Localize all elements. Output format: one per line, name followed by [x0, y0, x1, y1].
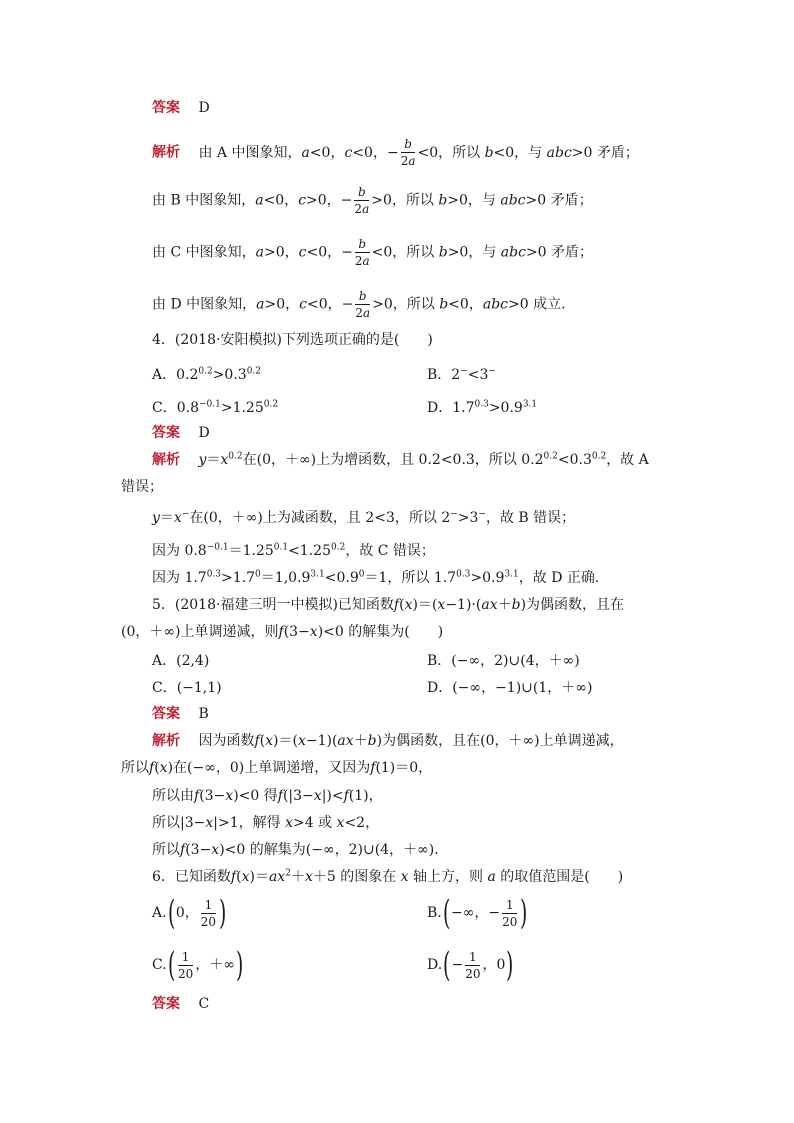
q5-stem-line-1: 5．(2018·福建三明一中模拟)已知函数f(x)＝(x−1)·(ax＋b)为偶函数，且在 [152, 597, 625, 613]
answer-value: D [198, 425, 210, 441]
q6-option-c: C.( $\frac{1}{20}$ ，＋∞) [152, 945, 244, 985]
q5-analysis-line-5: 所以f(3−x)<0 的解集为(−∞，2)∪(4，＋∞). [152, 842, 439, 858]
q5-option-b: B．(−∞，2)∪(4，＋∞) [427, 653, 580, 669]
q4-analysis-line-3: 因为 $0.8^{-0.1}=1.25^{0.1}<1.25^{0.2}$，故 C 错误； [152, 542, 435, 559]
analysis-label: 解析 [152, 452, 180, 468]
q5-option-a: A．(2,4) [152, 653, 210, 669]
q4-analysis-line-2: y＝x−在(0，＋∞)上为减函数，且 2<3，所以 2−>3−，故 B 错误； [152, 509, 576, 526]
q5-option-d: D．(−∞，−1)∪(1，＋∞) [427, 680, 593, 696]
analysis-label: 解析 [152, 144, 180, 161]
q6-option-b: B.(−∞，− $\frac{1}{20}$ ) [427, 893, 528, 933]
q4-analysis-line-4: 因为 $1.7^{0.3}>1.7^0=1,0.9^{3.1}<0.9^0=1$，所以 $1.7^{0.3}>0.9^{3.1}$，故 D 正确. [152, 569, 600, 586]
answer-label: 答案 [152, 706, 180, 722]
q4-option-b: B．2−<3− [427, 366, 496, 383]
q4-option-a: A．$0.2^{0.2}>0.3^{0.2}$ [152, 366, 262, 383]
q3-answer-row [152, 98, 210, 118]
q5-option-c: C．(−1,1) [152, 680, 222, 696]
q5-analysis-line-2: 所以f(x)在(−∞，0)上单调递增，又因为f(1)＝0， [121, 760, 433, 776]
q3-analysis-line-4: 由 D 中图象知，a>0，c<0，− $\frac{b}{2a}$ >0，所以 b<0，abc>0 成立. [152, 289, 566, 320]
q4-analysis-line-1b: 错误； [121, 479, 163, 495]
answer-label: 答案 [152, 100, 180, 116]
q4-answer-row [152, 423, 210, 443]
q3-analysis-line-3: 由 C 中图象知，a>0，c<0，− $\frac{b}{2a}$ <0，所以 b>0，与 abc>0 矛盾； [152, 237, 594, 268]
q6-option-d: D.(− $\frac{1}{20}$ ，0) [427, 945, 514, 985]
q5-analysis-line-1: 解析 因为函数f(x)＝(x−1)(ax＋b)为偶函数，且在(0，＋∞)上单调递减， [152, 733, 624, 749]
q5-stem-line-2: (0，＋∞)上单调递减，则f(3−x)<0 的解集为( ) [121, 624, 444, 640]
q6-answer-row [152, 994, 209, 1014]
answer-label: 答案 [152, 425, 180, 441]
q4-option-c: C．$0.8^{-0.1}>1.25^{0.2}$ [152, 399, 279, 416]
answer-label: 答案 [152, 996, 180, 1012]
q4-analysis-line-1: 解析 $y=x^{0.2}$在(0，＋∞)上为增函数，且 0.2<0.3，所以 $0.2^{0.2}<0.3^{0.2}$，故 A [152, 451, 649, 468]
q3-analysis-line-1: 解析 由 A 中图象知，a<0，c<0，− $\frac{b}{2a}$ <0，所以 b<0，与 abc>0 矛盾； [152, 137, 639, 168]
analysis-label: 解析 [152, 733, 180, 749]
q5-analysis-line-4: 所以|3−x|>1，解得 x>4 或 x<2， [152, 815, 380, 831]
answer-value: D [198, 100, 210, 116]
q6-stem: 6．已知函数$f(x)=ax^2+x+5$ 的图象在 x 轴上方，则 a 的取值范围是( ) [152, 868, 624, 885]
answer-value: C [198, 996, 210, 1012]
q6-option-a: A.(0， $\frac{1}{20}$ ) [152, 893, 227, 933]
q4-stem: 4．(2018·安阳模拟)下列选项正确的是( ) [152, 332, 433, 348]
q5-analysis-line-3: 所以由f(3−x)<0 得f(|3−x|)<f(1)， [152, 788, 383, 804]
answer-value: B [198, 706, 209, 722]
q5-answer-row [152, 704, 209, 724]
q3-analysis-line-2: 由 B 中图象知，a<0，c>0，− $\frac{b}{2a}$ >0，所以 b>0，与 abc>0 矛盾； [152, 185, 593, 216]
q4-option-d: D．$1.7^{0.3}>0.9^{3.1}$ [427, 399, 538, 416]
